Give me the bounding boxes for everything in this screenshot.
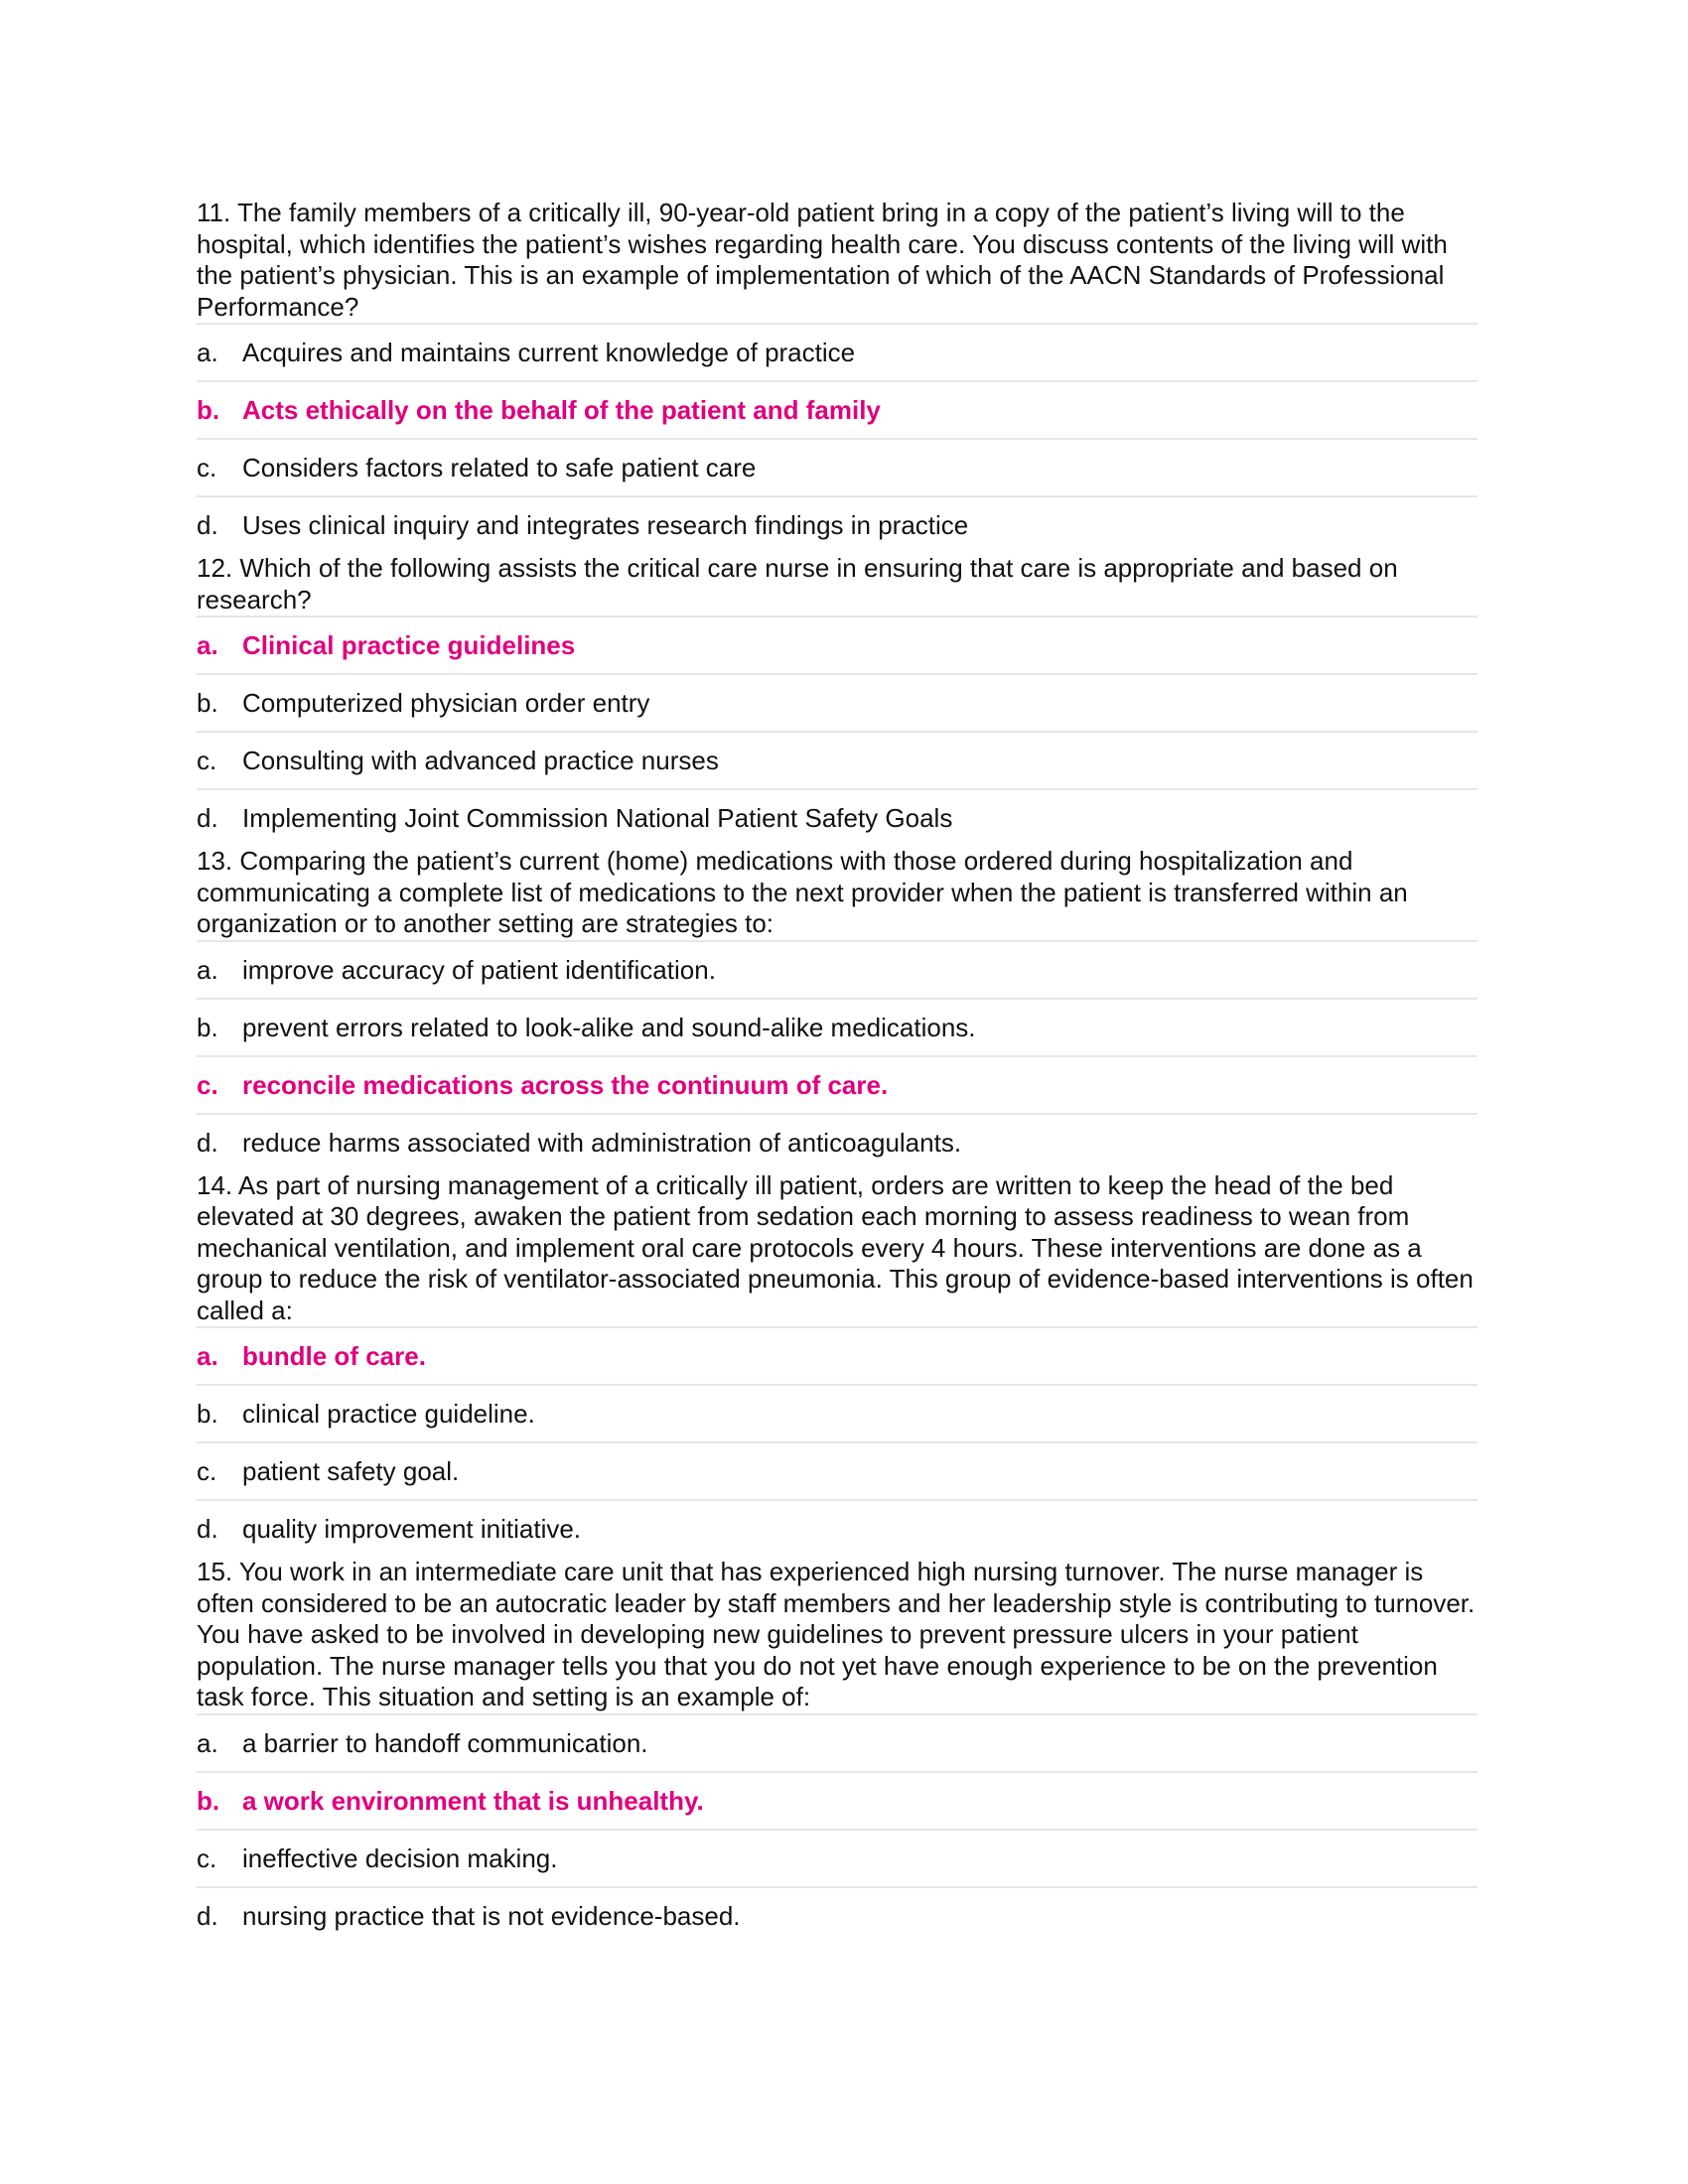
answer-option: [197, 1886, 1477, 1944]
option-text: reduce harms associated with administration of anticoagulants.: [242, 1127, 962, 1158]
answer-option: [197, 731, 1477, 788]
option-label: b.: [197, 1785, 220, 1816]
option-label: a.: [197, 1727, 218, 1758]
option-text: quality improvement initiative.: [242, 1514, 582, 1544]
option-text: bundle of care.: [242, 1341, 426, 1371]
question-text: 13. Comparing the patient’s current (home) medications with those ordered during hospitalization and communicating a complete list of medications to the next provider when the patient is transferred within an organization or to another setting are strategies to:: [197, 846, 1408, 938]
option-text: a work environment that is unhealthy.: [242, 1785, 704, 1816]
option-label: c.: [197, 1843, 217, 1873]
answer-option: [197, 1441, 1477, 1499]
answer-option: [197, 1829, 1477, 1886]
question-block: [197, 1557, 1477, 1944]
option-label: d.: [197, 1127, 218, 1158]
option-label: a.: [197, 954, 218, 985]
option-text: reconcile medications across the continuum of care.: [242, 1069, 889, 1100]
answer-option-correct: [197, 1326, 1477, 1384]
answer-option-correct: [197, 1771, 1477, 1829]
answer-option: [197, 673, 1477, 731]
answer-option: [197, 1713, 1477, 1771]
quiz-content: [197, 198, 1477, 1944]
question-block: [197, 198, 1477, 553]
option-text: Acquires and maintains current knowledge of practice: [242, 338, 856, 367]
option-label: d.: [197, 1900, 218, 1931]
question-block: [197, 846, 1477, 1170]
option-label: c.: [197, 1069, 218, 1100]
option-label: a.: [197, 338, 218, 367]
answer-option: [197, 1384, 1477, 1441]
answer-option: [197, 940, 1477, 998]
option-label: c.: [197, 746, 217, 775]
option-text: Computerized physician order entry: [242, 688, 650, 718]
question-text: 14. As part of nursing management of a critically ill patient, orders are written to keep the head of the bed elevated at 30 degrees, awaken the patient from sedation each morning to assess readiness to wean from mechanical ventilation, and implement oral care protocols every 4 hours. These interventions are done as a group to reduce the risk of ventilator-associated pneumonia. This group of evidence-based interventions is often called a:: [197, 1169, 1474, 1325]
option-text: patient safety goal.: [242, 1456, 460, 1486]
option-text: Consulting with advanced practice nurses: [242, 746, 719, 775]
option-label: d.: [197, 803, 218, 833]
option-text: Considers factors related to safe patient care: [242, 453, 757, 482]
option-label: a.: [197, 630, 218, 660]
answer-option: [197, 1499, 1477, 1557]
question-text: 11. The family members of a critically ill, 90-year-old patient bring in a copy of the patient’s living will to the hospital, which identifies the patient’s wishes regarding health care. You discuss contents of the living will with the patient’s physician. This is an example of implementation of which of the AACN Standards of Professional Performance?: [197, 198, 1448, 322]
answer-option: [197, 788, 1477, 846]
option-label: d.: [197, 1514, 218, 1544]
option-label: a.: [197, 1341, 218, 1371]
option-text: Clinical practice guidelines: [242, 630, 576, 660]
option-label: c.: [197, 453, 217, 482]
option-text: Acts ethically on the behalf of the patient and family: [242, 395, 881, 425]
option-label: c.: [197, 1456, 217, 1486]
option-text: Implementing Joint Commission National Patient Safety Goals: [242, 803, 953, 833]
option-label: b.: [197, 1399, 218, 1429]
option-label: d.: [197, 510, 218, 540]
answer-option-correct: [197, 1055, 1477, 1113]
option-text: Uses clinical inquiry and integrates research findings in practice: [242, 510, 969, 540]
question-block: [197, 553, 1477, 846]
answer-option: [197, 1113, 1477, 1170]
answer-option-correct: [197, 380, 1477, 438]
answer-option: [197, 438, 1477, 495]
option-text: a barrier to handoff communication.: [242, 1727, 648, 1758]
question-text: 12. Which of the following assists the critical care nurse in ensuring that care is appropriate and based on research?: [197, 553, 1398, 614]
option-text: ineffective decision making.: [242, 1843, 558, 1873]
answer-option: [197, 998, 1477, 1055]
option-label: b.: [197, 688, 218, 718]
answer-option: [197, 323, 1477, 380]
option-text: improve accuracy of patient identification.: [242, 954, 716, 985]
option-text: clinical practice guideline.: [242, 1399, 535, 1429]
option-label: b.: [197, 395, 220, 425]
option-text: prevent errors related to look-alike and sound-alike medications.: [242, 1012, 976, 1042]
option-text: nursing practice that is not evidence-based.: [242, 1900, 741, 1931]
question-block: [197, 1170, 1477, 1558]
option-label: b.: [197, 1012, 218, 1042]
question-text: 15. You work in an intermediate care unit that has experienced high nursing turnover. The nurse manager is often considered to be an autocratic leader by staff members and her leadership style is contributing to turnover. You have asked to be involved in developing new guidelines to prevent pressure ulcers in your patient population. The nurse manager tells you that you do not yet have enough experience to be on the prevention task force. This situation and setting is an example of:: [197, 1557, 1476, 1711]
answer-option-correct: [197, 615, 1477, 673]
answer-option: [197, 495, 1477, 553]
